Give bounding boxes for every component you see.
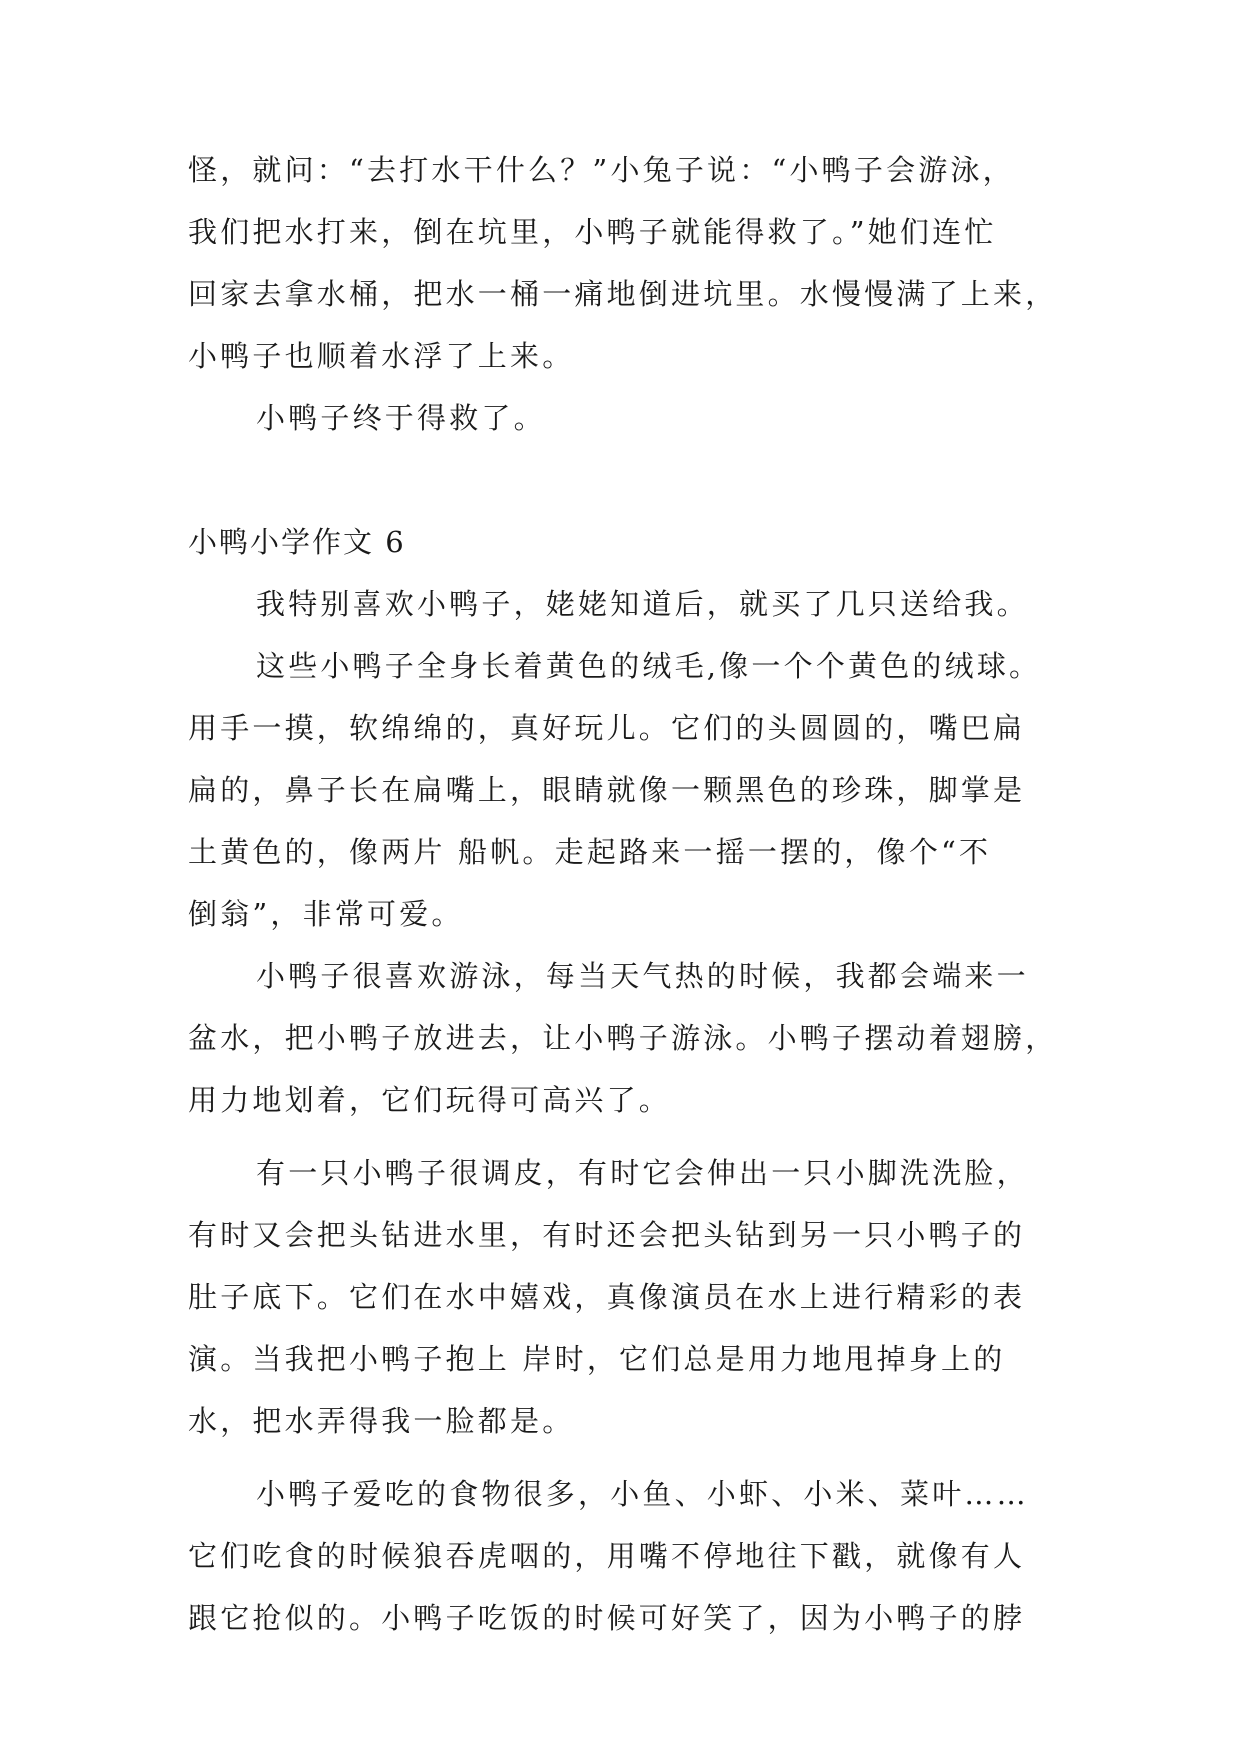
essay-title: 小鸭小学作文 6 xyxy=(188,525,406,559)
paragraph-line: 演。当我把小鸭子抱上 岸时，它们总是用力地甩掉身上的 xyxy=(188,1342,1006,1376)
text-line: 怪，就问：“去打水干什么？”小兔子说：“小鸭子会游泳， xyxy=(188,153,1015,187)
paragraph-line: 小鸭子爱吃的食物很多，小鱼、小虾、小米、菜叶…… xyxy=(256,1477,1029,1511)
paragraph-line: 扁的，鼻子长在扁嘴上，眼睛就像一颗黑色的珍珠，脚掌是 xyxy=(188,773,1026,807)
paragraph-line: 跟它抢似的。小鸭子吃饭的时候可好笑了，因为小鸭子的脖 xyxy=(188,1601,1026,1635)
paragraph-line: 用手一摸，软绵绵的，真好玩儿。它们的头圆圆的，嘴巴扁 xyxy=(188,711,1026,745)
paragraph-line: 用力地划着，它们玩得可高兴了。 xyxy=(188,1083,672,1117)
text-line: 小鸭子终于得救了。 xyxy=(256,401,546,435)
paragraph-line: 这些小鸭子全身长着黄色的绒毛,像一个个黄色的绒球。 xyxy=(256,649,1042,683)
paragraph-line: 小鸭子很喜欢游泳，每当天气热的时候，我都会端来一 xyxy=(256,959,1029,993)
paragraph-line: 肚子底下。它们在水中嬉戏，真像演员在水上进行精彩的表 xyxy=(188,1280,1026,1314)
paragraph-line: 土黄色的，像两片 船帆。走起路来一摇一摆的，像个“不 xyxy=(188,835,992,869)
text-line: 我们把水打来，倒在坑里，小鸭子就能得救了。”她们连忙 xyxy=(188,215,997,249)
paragraph-line: 它们吃食的时候狼吞虎咽的，用嘴不停地往下戳，就像有人 xyxy=(188,1539,1026,1573)
paragraph-line: 有一只小鸭子很调皮，有时它会伸出一只小脚洗洗脸， xyxy=(256,1156,1029,1190)
paragraph-line: 倒翁”，非常可爱。 xyxy=(188,897,464,931)
text-line: 回家去拿水桶，把水一桶一痛地倒进坑里。水慢慢满了上来， xyxy=(188,277,1058,311)
text-line: 小鸭子也顺着水浮了上来。 xyxy=(188,339,575,373)
paragraph-line: 有时又会把头钻进水里，有时还会把头钻到另一只小鸭子的 xyxy=(188,1218,1026,1252)
paragraph-line: 盆水，把小鸭子放进去，让小鸭子游泳。小鸭子摆动着翅膀， xyxy=(188,1021,1058,1055)
paragraph-line: 我特别喜欢小鸭子，姥姥知道后，就买了几只送给我。 xyxy=(256,587,1029,621)
paragraph-line: 水，把水弄得我一脸都是。 xyxy=(188,1404,575,1438)
